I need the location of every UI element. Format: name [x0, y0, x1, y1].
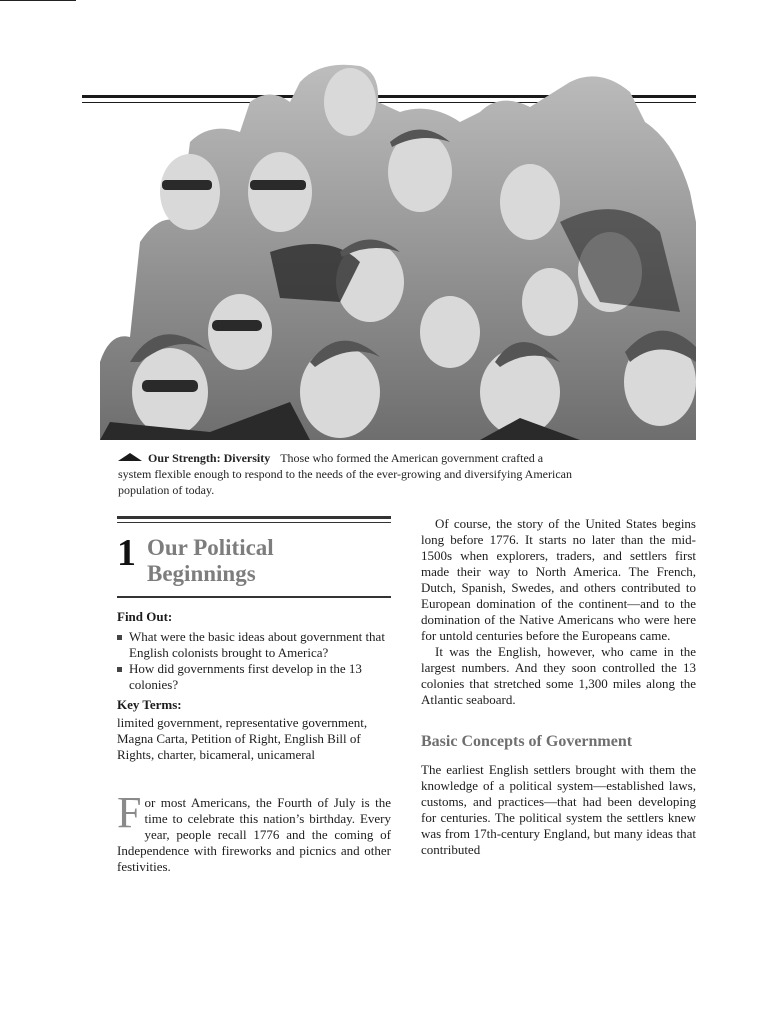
section-title-rule — [117, 596, 391, 598]
find-out-list — [117, 629, 391, 693]
triangle-icon — [118, 453, 142, 461]
key-terms-list: limited government, representative government, Magna Carta, Petition of Right, English Bill of Rights, charter, bicameral, unicameral — [117, 715, 368, 762]
section-title-line1: Our Political — [147, 535, 274, 560]
section-number: 1 — [117, 532, 136, 574]
find-out-item: What were the basic ideas about government that English colonists brought to America? — [117, 629, 391, 661]
left-column — [117, 516, 391, 875]
find-out-item: How did governments first develop in the 13 colonies? — [117, 661, 391, 693]
right-column — [421, 516, 696, 858]
drop-cap: F — [117, 788, 142, 837]
intro-paragraph — [117, 788, 391, 875]
crowd-photo — [100, 62, 696, 440]
section-title — [147, 535, 274, 587]
body-paragraph-1: Of course, the story of the United States begins long before 1776. It starts no later than the mid-1500s when explorers, traders, and settlers first made their way to North America. The French, Dutch, Spanish, Swedes, and others contributed to European domination of the continent—and to the domination of the Native Americans who were here for untold centuries before the Europeans came. — [421, 516, 696, 643]
photo-caption — [118, 450, 578, 498]
body-paragraph-3: The earliest English settlers brought with them the knowledge of a political system—established laws, customs, and practices—that had been developing for centuries. The political system the settlers knew was from 17th-century England, but many ideas that contributed — [421, 762, 696, 857]
section-rule-thin — [117, 522, 391, 523]
key-terms-label: Key Terms: — [117, 697, 182, 712]
find-out-label: Find Out: — [117, 609, 173, 624]
section-rule-thick — [117, 516, 391, 519]
section-title-line2: Beginnings — [147, 561, 256, 586]
caption-text: Those who formed the American government crafted a system flexible enough to respond to the needs of the ever-growing and diversifying American population of today. — [118, 451, 572, 497]
caption-title: Our Strength: Diversity — [148, 451, 271, 465]
body-paragraph-2: It was the English, however, who came in the largest numbers. And they soon controlled the 13 colonies that stretched some 1,300 miles along the Atlantic seaboard. — [421, 644, 696, 707]
subheading: Basic Concepts of Government — [421, 733, 633, 750]
corner-line — [0, 0, 76, 1]
section-heading — [117, 532, 391, 587]
intro-text: or most Americans, the Fourth of July is the time to celebrate this nation’s birthday. Every year, people recall 1776 and the coming of Independence with fireworks and picnics and other festivities. — [117, 795, 391, 874]
